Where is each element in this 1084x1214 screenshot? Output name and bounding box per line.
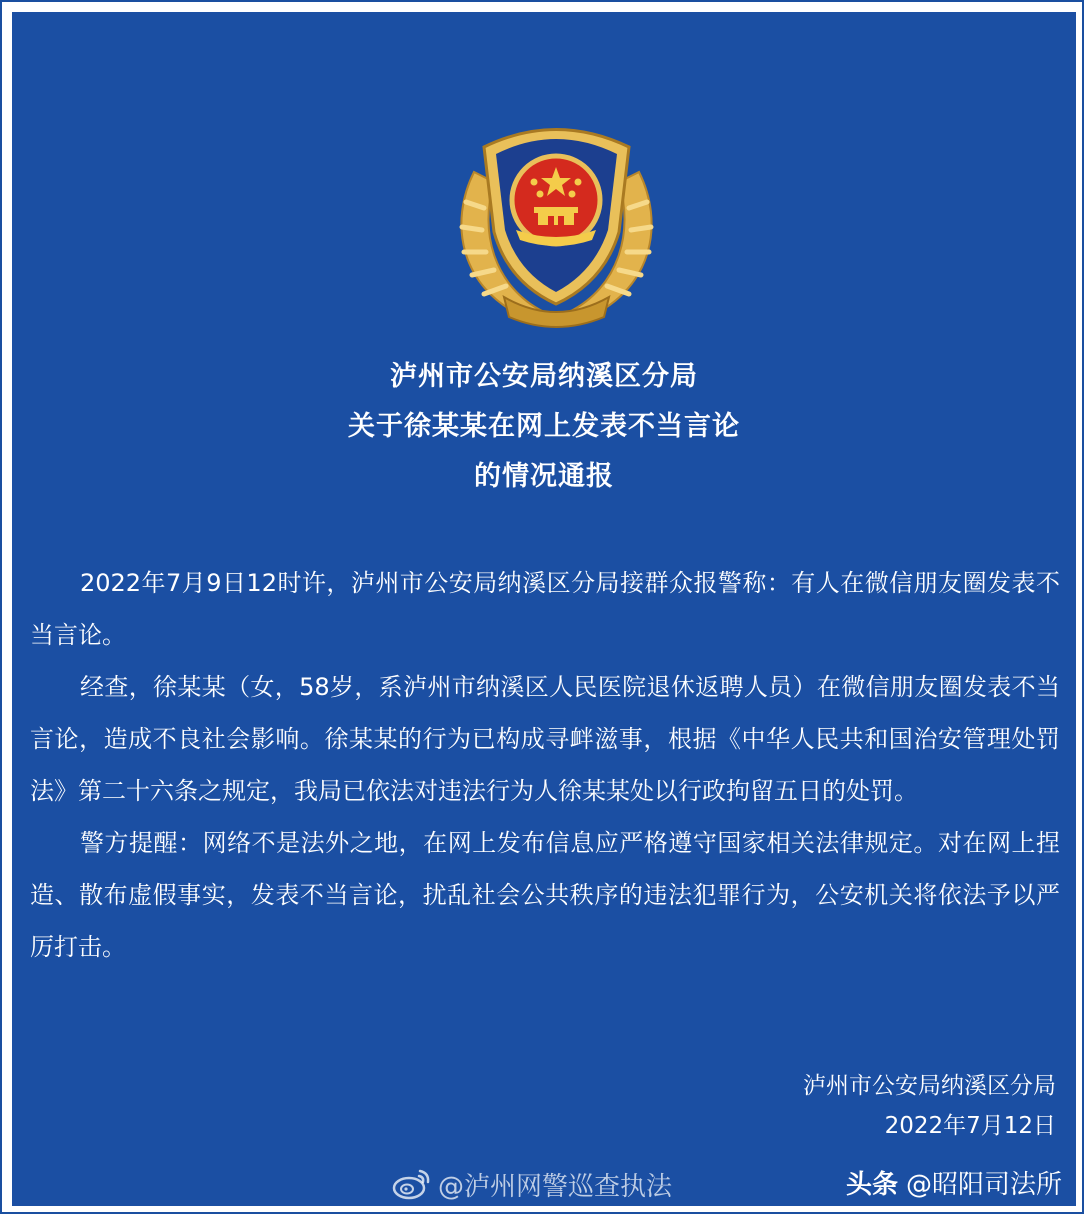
notice-signer: 泸州市公安局纳溪区分局: [803, 1073, 1056, 1099]
toutiao-watermark: [846, 1160, 1062, 1204]
notice-date: 2022年7月12日: [884, 1113, 1056, 1139]
notice-panel: [12, 12, 1076, 1206]
notice-paragraph-reminder: 警方提醒：网络不是法外之地，在网上发布信息应严格遵守国家相关法律规定。对在网上捏造、散布虚假事实，发表不当言论，扰乱社会公共秩序的违法犯罪行为，公安机关将依法予以严厉打击。: [30, 829, 1060, 961]
toutiao-brand: 头条: [845, 1169, 898, 1200]
notice-paragraph-report: 2022年7月9日12时许，泸州市公安局纳溪区分局接群众报警称：有人在微信朋友圈发表不当言论。: [30, 569, 1060, 649]
weibo-watermark: [392, 1162, 672, 1206]
weibo-handle: @泸州网警巡查执法: [438, 1171, 673, 1202]
notice-paragraph-investigation: 经查，徐某某（女，58岁，系泸州市纳溪区人民医院退休返聘人员）在微信朋友圈发表不当言论，造成不良社会影响。徐某某的行为已构成寻衅滋事，根据《中华人民共和国治安管理处罚法》第二十六条之规定，我局已依法对违法行为人徐某某处以行政拘留五日的处罚。: [30, 673, 1060, 805]
notice-body: [30, 557, 1060, 973]
weibo-icon: [392, 1167, 432, 1201]
notice-title-line-3: 的情况通报: [474, 461, 614, 492]
toutiao-handle: @昭阳司法所: [905, 1169, 1062, 1200]
notice-title-line-2: 关于徐某某在网上发表不当言论: [348, 411, 740, 442]
notice-title-line-1: 泸州市公安局纳溪区分局: [390, 361, 698, 392]
police-emblem-icon: [444, 112, 669, 332]
